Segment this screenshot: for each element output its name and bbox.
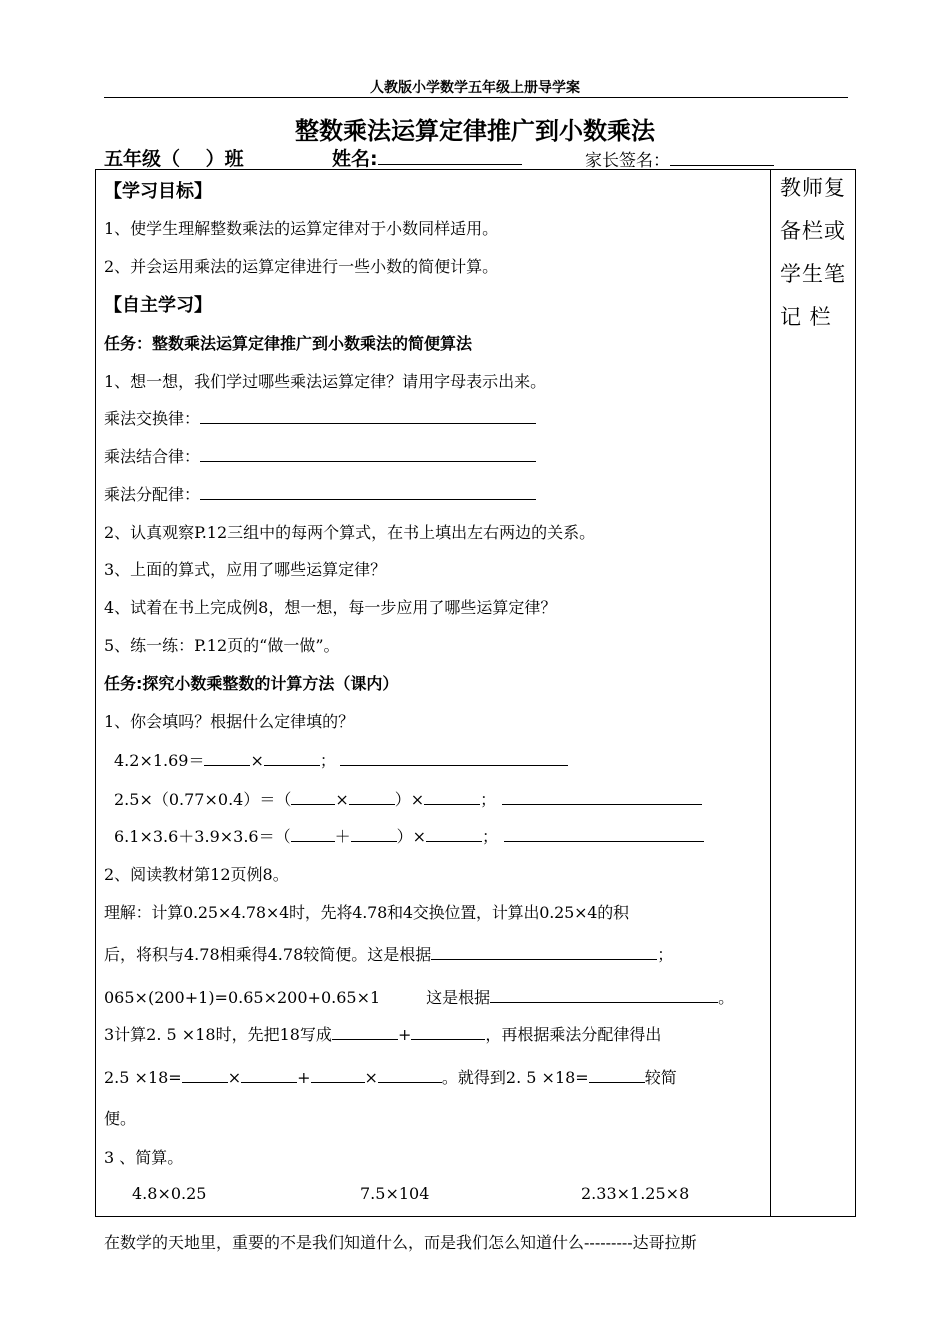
calc-line: 便。: [104, 1109, 137, 1128]
question: 5、练一练：P.12页的“做一做”。: [104, 636, 340, 655]
operator: ×: [335, 790, 349, 809]
law-label: 乘法结合律：: [104, 447, 201, 466]
example-line: [104, 985, 734, 1008]
calc-text: ，再根据乘法分配律得出: [485, 1025, 662, 1044]
question: 3、上面的算式，应用了哪些运算定律？: [104, 560, 387, 579]
answer-blank[interactable]: [378, 1068, 442, 1083]
explanation-line: [104, 942, 673, 965]
operator: +: [297, 1068, 311, 1087]
answer-blank[interactable]: [264, 751, 320, 766]
basis-label: 这是根据: [426, 988, 491, 1007]
name-field[interactable]: [332, 144, 522, 171]
calc-text: 。就得到2. 5 ×18=: [441, 1068, 589, 1087]
sidebar-line: 学生笔: [780, 262, 846, 286]
answer-blank[interactable]: [349, 790, 395, 805]
expression: 2.5×（0.77×0.4）＝（: [114, 790, 292, 809]
calc-text: 较简: [644, 1068, 677, 1087]
separator: ；: [480, 790, 497, 809]
task-heading: 任务:探究小数乘整数的计算方法（课内）: [104, 674, 399, 693]
law-commutative-row: [104, 406, 536, 429]
calc-line: [104, 1065, 677, 1088]
name-blank[interactable]: [378, 146, 522, 165]
parent-signature-label: 家长签名：: [585, 151, 670, 171]
calc-line: [104, 1022, 661, 1045]
period: 。: [718, 988, 735, 1007]
question: 4、试着在书上完成例8，想一想，每一步应用了哪些运算定律？: [104, 598, 557, 617]
answer-blank[interactable]: [340, 751, 568, 766]
answer-blank[interactable]: [311, 1068, 365, 1083]
goals-heading: 【学习目标】: [104, 181, 212, 202]
calc-text: 2.5 ×18=: [104, 1068, 182, 1087]
answer-blank[interactable]: [424, 790, 480, 805]
fill-row-2: [114, 787, 702, 810]
answer-blank[interactable]: [200, 447, 536, 462]
answer-blank[interactable]: [200, 409, 536, 424]
answer-blank[interactable]: [431, 945, 657, 960]
law-associative-row: [104, 444, 536, 467]
operator: ×: [412, 827, 427, 846]
answer-blank[interactable]: [351, 827, 397, 842]
answer-blank[interactable]: [502, 790, 702, 805]
fill-row-1: [114, 748, 568, 771]
page-title: 整数乘法运算定律推广到小数乘法: [295, 117, 655, 145]
operator: ×: [410, 790, 425, 809]
operator: ）: [396, 827, 413, 846]
name-label: 姓名:: [332, 148, 378, 170]
operator: ×: [364, 1068, 378, 1087]
answer-blank[interactable]: [411, 1025, 485, 1040]
answer-blank[interactable]: [291, 827, 335, 842]
example-expression: 065×(200+1)=0.65×200+0.65×1: [104, 988, 381, 1007]
question: 1、想一想，我们学过哪些乘法运算定律？请用字母表示出来。: [104, 372, 547, 391]
parent-signature-field[interactable]: [585, 146, 774, 171]
answer-blank[interactable]: [504, 827, 704, 842]
answer-blank[interactable]: [426, 827, 482, 842]
self-study-heading: 【自主学习】: [104, 295, 212, 316]
question: 2、认真观察P.12三组中的每两个算式，在书上填出左右两边的关系。: [104, 523, 596, 542]
footer-quote: 在数学的天地里，重要的不是我们知道什么，而是我们怎么知道什么---------达哥拉斯: [104, 1233, 697, 1252]
class-label: 五年级（ ）班: [104, 148, 244, 170]
answer-blank[interactable]: [204, 751, 250, 766]
answer-blank[interactable]: [332, 1025, 398, 1040]
question: 1、你会填吗？根据什么定律填的？: [104, 712, 355, 731]
goal-item: 1、使学生理解整数乘法的运算定律对于小数同样适用。: [104, 219, 499, 238]
operator: ）: [394, 790, 411, 809]
answer-blank[interactable]: [182, 1068, 228, 1083]
separator: ；: [657, 945, 674, 964]
expression: 6.1×3.6＋3.9×3.6＝（: [114, 827, 291, 846]
answer-blank[interactable]: [241, 1068, 297, 1083]
explanation-line: 理解：计算0.25×4.78×4时，先将4.78和4交换位置，计算出0.25×4的积: [104, 903, 629, 922]
header-rule: [104, 97, 848, 98]
operator: +: [397, 1025, 412, 1044]
sidebar-line: 备栏或: [780, 219, 846, 243]
operator: ＋: [334, 827, 351, 846]
answer-blank[interactable]: [291, 790, 335, 805]
question: 2、阅读教材第12页例8。: [104, 865, 289, 884]
answer-blank[interactable]: [589, 1068, 645, 1083]
calc-text: 3计算2. 5 ×18时，先把18写成: [104, 1025, 332, 1044]
sidebar-divider: [770, 169, 771, 1217]
parent-signature-blank[interactable]: [670, 147, 774, 166]
goal-item: 2、并会运用乘法的运算定律进行一些小数的简便计算。: [104, 257, 499, 276]
operator: ×: [227, 1068, 242, 1087]
sidebar-line: 教师复: [780, 176, 846, 200]
answer-blank[interactable]: [200, 485, 536, 500]
explanation-text: 后，将积与4.78相乘得4.78较简便。这是根据: [104, 945, 432, 964]
simplify-heading: 3 、简算。: [104, 1148, 184, 1167]
law-distributive-row: [104, 482, 536, 505]
law-label: 乘法交换律：: [104, 409, 201, 428]
law-label: 乘法分配律：: [104, 485, 201, 504]
answer-blank[interactable]: [490, 988, 718, 1003]
separator: ；: [319, 751, 336, 770]
sidebar-line: 记 栏: [780, 305, 832, 329]
header-text: 人教版小学数学五年级上册导学案: [370, 80, 580, 96]
problem: 7.5×104: [360, 1184, 430, 1203]
expression: 4.2×1.69＝: [114, 751, 205, 770]
separator: ；: [482, 827, 499, 846]
problem: 2.33×1.25×8: [581, 1184, 690, 1203]
operator: ×: [250, 751, 264, 770]
problem: 4.8×0.25: [132, 1184, 207, 1203]
fill-row-3: [114, 824, 704, 847]
task-heading: 任务：整数乘法运算定律推广到小数乘法的简便算法: [104, 334, 473, 353]
